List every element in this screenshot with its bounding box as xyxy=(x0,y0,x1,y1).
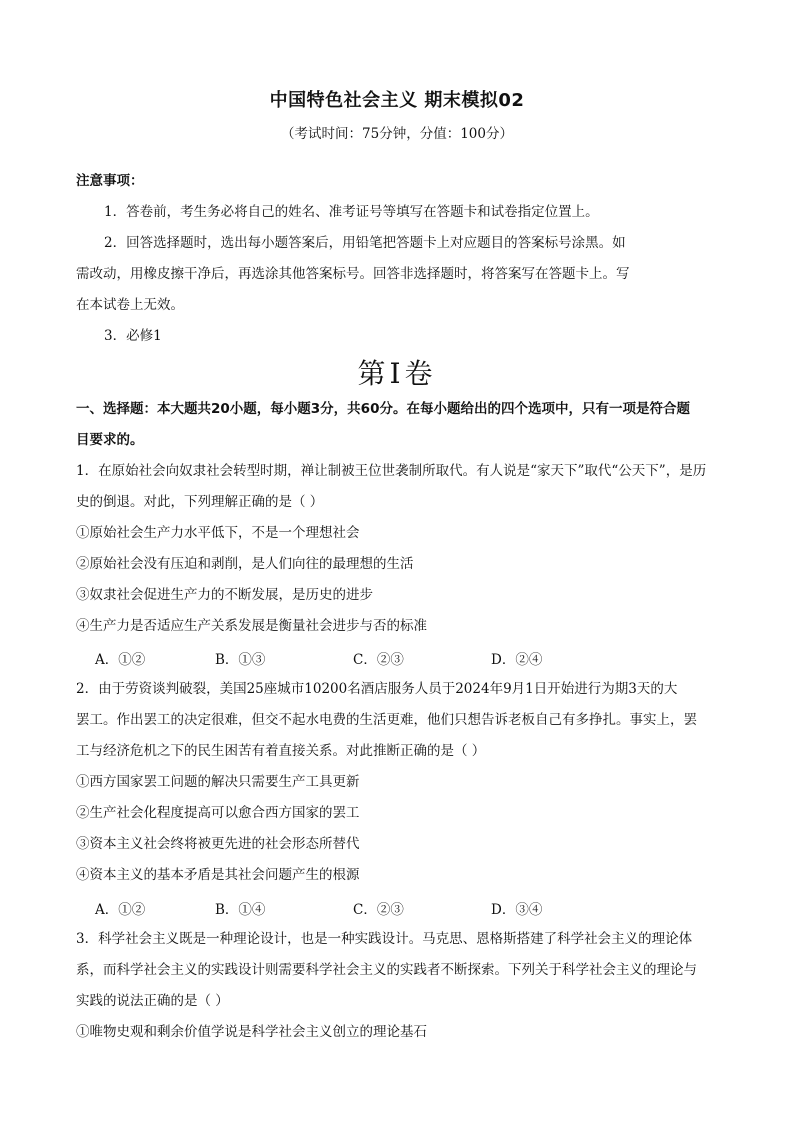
page-title: 中国特色社会主义 期末模拟02 xyxy=(269,90,525,111)
question-1-statement-4: ④生产力是否适应生产关系发展是衡量社会进步与否的标准 xyxy=(76,618,427,634)
question-1-stem-line-2: 史的倒退。对此，下列理解正确的是（ ） xyxy=(76,494,324,510)
question-1-statement-3: ③奴隶社会促进生产力的不断发展，是历史的进步 xyxy=(76,587,373,603)
question-2-option-a: A．①② xyxy=(95,902,146,918)
question-1-statement-1: ①原始社会生产力水平低下，不是一个理想社会 xyxy=(76,525,360,541)
question-2-statement-2: ②生产社会化程度提高可以愈合西方国家的罢工 xyxy=(76,805,360,821)
question-2-statement-4: ④资本主义的基本矛盾是其社会问题产生的根源 xyxy=(76,867,360,883)
question-2-option-d: D．③④ xyxy=(491,902,543,918)
question-1-option-c: C．②③ xyxy=(353,652,404,668)
section-intro-line-2: 目要求的。 xyxy=(76,432,144,448)
question-2-stem-line-3: 工与经济危机之下的民生困苦有着直接关系。对此推断正确的是（ ） xyxy=(76,743,486,759)
question-1-option-a: A．①② xyxy=(95,652,146,668)
question-2-stem-line-2: 罢工。作出罢工的决定很难，但交不起水电费的生活更难，他们只想告诉老板自己有多挣扎。事实上，罢 xyxy=(76,712,697,728)
question-2-statement-1: ①西方国家罢工问题的解决只需要生产工具更新 xyxy=(76,774,360,790)
question-1-options xyxy=(95,648,735,668)
question-2-option-b: B．①④ xyxy=(215,902,266,918)
notice-item-3: 3．必修1 xyxy=(104,328,162,344)
question-1-option-b: B．①③ xyxy=(215,652,266,668)
notice-heading: 注意事项： xyxy=(76,173,144,189)
question-2-option-c: C．②③ xyxy=(353,902,404,918)
notice-item-2-line-1: 2．回答选择题时，选出每小题答案后，用铅笔把答题卡上对应题目的答案标号涂黑。如 xyxy=(104,235,626,251)
question-1-option-d: D．②④ xyxy=(491,652,543,668)
question-3-stem-line-1: 3．科学社会主义既是一种理论设计，也是一种实践设计。马克思、恩格斯搭建了科学社会主义的理论体 xyxy=(76,931,693,947)
question-3-stem-line-2: 系，而科学社会主义的实践设计则需要科学社会主义的实践者不断探索。下列关于科学社会主义的理论与 xyxy=(76,962,697,978)
question-1-statement-2: ②原始社会没有压迫和剥削，是人们向往的最理想的生活 xyxy=(76,556,414,572)
notice-item-2-line-3: 在本试卷上无效。 xyxy=(76,297,184,313)
section-title: 第Ⅰ卷 xyxy=(357,357,437,390)
question-1-stem-line-1: 1．在原始社会向奴隶社会转型时期，禅让制被王位世袭制所取代。有人说是“家天下”取代“公天下”，是历 xyxy=(76,463,707,479)
exam-info: （考试时间：75分钟，分值：100分） xyxy=(281,126,513,142)
notice-item-2-line-2: 需改动，用橡皮擦干净后，再选涂其他答案标号。回答非选择题时，将答案写在答题卡上。写 xyxy=(76,266,630,282)
question-3-stem-line-3: 实践的说法正确的是（ ） xyxy=(76,993,229,1009)
notice-item-1: 1．答卷前，考生务必将自己的姓名、准考证号等填写在答题卡和试卷指定位置上。 xyxy=(104,204,599,220)
question-3-statement-1: ①唯物史观和剩余价值学说是科学社会主义创立的理论基石 xyxy=(76,1024,427,1040)
question-2-statement-3: ③资本主义社会终将被更先进的社会形态所替代 xyxy=(76,836,360,852)
question-2-options xyxy=(95,898,735,918)
question-2-stem-line-1: 2．由于劳资谈判破裂，美国25座城市10200名酒店服务人员于2024年9月1日开始进行为期3天的大 xyxy=(76,681,678,697)
section-intro-line-1: 一、选择题：本大题共20小题，每小题3分，共60分。在每小题给出的四个选项中，只有一项是符合题 xyxy=(76,401,690,417)
